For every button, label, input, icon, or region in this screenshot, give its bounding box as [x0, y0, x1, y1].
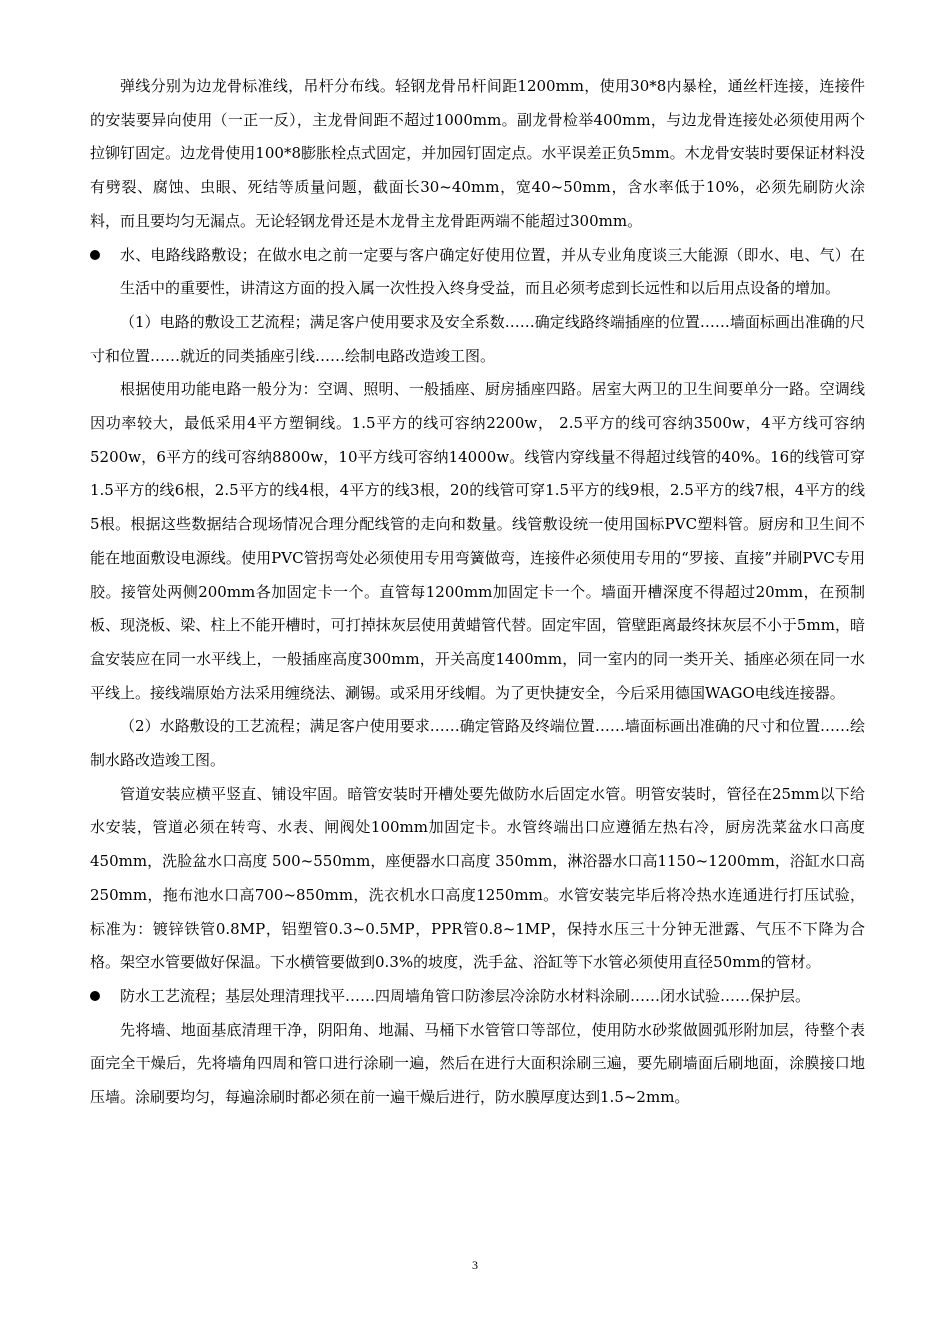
page-number: 3 — [472, 1258, 478, 1272]
bullet-text: 防水工艺流程；基层处理清理找平……四周墙角管口防渗层冷涂防水材料涂刷……闭水试验……保护层。 — [120, 986, 811, 1005]
paragraph-waterproofing-details: 先将墙、地面基底清理干净，阴阳角、地漏、马桶下水管管口等部位，使用防水砂浆做圆弧形附加层，待整个表面完全干燥后，先将墙角四周和管口进行涂刷一遍，然后在进行大面积涂刷三遍，要先刷墙面后刷地面，涂膜接口地压墙。涂刷要均匀，每遍涂刷时都必须在前一遍干燥后进行，防水膜厚度达到1.5~2mm。 — [90, 1020, 865, 1107]
bullet-text: 水、电路线路敷设；在做水电之前一定要与客户确定好使用位置，并从专业角度谈三大能源（即水、电、气）在生活中的重要性，讲清这方面的投入属一次性投入终身受益，而且必须考虑到长远性和以后用点设备的增加。 — [120, 245, 865, 298]
document-body — [90, 70, 865, 1115]
bullet-item-plumbing-electrical — [90, 239, 865, 306]
bullet-item-waterproofing — [90, 980, 865, 1014]
paragraph-water-process: （2）水路敷设的工艺流程；满足客户使用要求……确定管路及终端位置……墙面标画出准确的尺寸和位置……绘制水路改造竣工图。 — [90, 717, 865, 770]
bullet-icon — [90, 991, 100, 1001]
paragraph-ceiling-keel: 弹线分别为边龙骨标准线，吊杆分布线。轻钢龙骨吊杆间距1200mm，使用30*8内暴栓，通丝杆连接，连接件的安装要异向使用（一正一反），主龙骨间距不超过1000mm。副龙骨检举400mm，与边龙骨连接处必须使用两个拉铆钉固定。边龙骨使用100*8膨胀栓点式固定，并加园钉固定点。水平误差正负5mm。木龙骨安装时要保证材料没有劈裂、腐蚀、虫眼、死结等质量问题，截面长30~40mm，宽40~50mm，含水率低于10%，必须先刷防火涂料，而且要均匀无漏点。无论轻钢龙骨还是木龙骨主龙骨距两端不能超过300mm。 — [90, 77, 865, 230]
paragraph-water-details: 管道安装应横平竖直、铺设牢固。暗管安装时开槽处要先做防水后固定水管。明管安装时，管径在25mm以下给水安装，管道必须在转弯、水表、闸阀处100mm加固定卡。水管终端出口应遵循左热右冷，厨房洗菜盆水口高度 450mm，洗脸盆水口高度 500~550mm，座便器水口高度 350mm，淋浴器水口高1150~1200mm，浴缸水口高250mm，拖布池水口高700~850mm，洗衣机水口高度1250mm。水管安装完毕后将冷热水连通进行打压试验，标准为：镀锌铁管0.8MP，铝塑管0.3~0.5MP，PPR管0.8~1MP，保持水压三十分钟无泄露、气压不下降为合格。架空水管要做好保温。下水横管要做到0.3%的坡度，洗手盆、浴缸等下水管必须使用直径50mm的管材。 — [90, 784, 865, 972]
paragraph-electrical-details: 根据使用功能电路一般分为：空调、照明、一般插座、厨房插座四路。居室大两卫的卫生间要单分一路。空调线因功率较大，最低采用4平方塑铜线。1.5平方的线可容纳2200w， 2.5平方的线可容纳3500w，4平方线可容纳5200w，6平方的线可容纳8800w，10平方线可容纳14000w。线管内穿线量不得超过线管的40%。16的线管可穿1.5平方的线6根，2.5平方的线4根，4平方的线3根，20的线管可穿1.5平方的线9根，2.5平方的线7根，4平方的线5根。根据这些数据结合现场情况合理分配线管的走向和数量。线管敷设统一使用国标PVC塑料管。厨房和卫生间不能在地面敷设电源线。使用PVC管拐弯处必须使用专用弯簧做弯，连接件必须使用专用的“罗接、直接”并刷PVC专用胶。接管处两侧200mm各加固定卡一个。直管每1200mm加固定卡一个。墙面开槽深度不得超过20mm，在预制板、现浇板、梁、柱上不能开槽时，可打掉抹灰层使用黄蜡管代替。固定牢固，管壁距离最终抹灰层不小于5mm，暗盒安装应在同一水平线上，一般插座高度300mm，开关高度1400mm，同一室内的同一类开关、插座必须在同一水平线上。接线端原始方法采用缠绕法、涮锡。或采用牙线帽。为了更快捷安全，今后采用德国WAGO电线连接器。 — [90, 380, 865, 702]
bullet-icon — [90, 250, 100, 260]
paragraph-electrical-process: （1）电路的敷设工艺流程；满足客户使用要求及安全系数……确定线路终端插座的位置……墙面标画出准确的尺寸和位置……就近的同类插座引线……绘制电路改造竣工图。 — [90, 312, 865, 365]
